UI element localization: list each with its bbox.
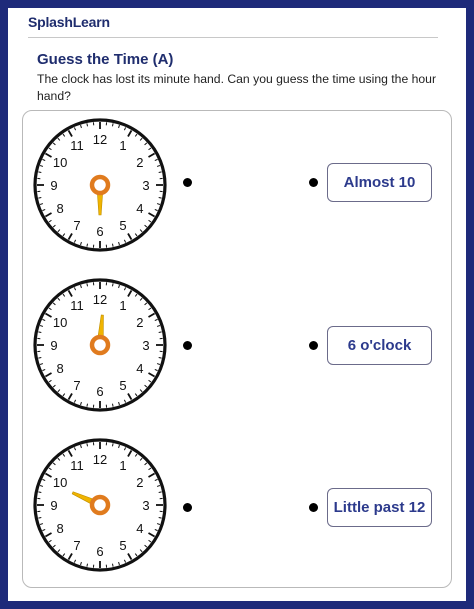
clock-tick (38, 357, 41, 358)
clock-tick (87, 283, 88, 286)
clock-number: 9 (50, 178, 58, 193)
clock-number: 2 (136, 155, 144, 170)
answer-box-2[interactable] (327, 326, 432, 365)
clock-number: 6 (96, 544, 104, 559)
clock-tick (112, 244, 113, 247)
clock-number: 11 (70, 298, 84, 314)
clock-pivot (92, 497, 108, 513)
answer-label-2: 6 o'clock (347, 337, 412, 354)
clock-number: 1 (119, 458, 127, 474)
clock-number: 12 (92, 452, 108, 467)
clock-tick (38, 197, 41, 198)
clock-number: 8 (56, 361, 64, 376)
match-dot-right-1[interactable] (309, 178, 318, 187)
clock-tick (159, 172, 162, 173)
clock-tick (159, 197, 162, 198)
clock-number: 11 (70, 458, 84, 474)
clock-tick (159, 357, 162, 358)
clock-tick (87, 564, 88, 567)
clock-number: 11 (70, 138, 84, 154)
answer-box-1[interactable] (327, 163, 432, 202)
clock-2 (32, 277, 168, 413)
clock-number: 10 (52, 315, 68, 330)
clock-number: 7 (73, 217, 81, 233)
clock-number: 10 (52, 155, 68, 170)
clock-tick (159, 492, 162, 493)
clock-number: 7 (73, 377, 81, 393)
clock-tick (112, 283, 113, 286)
clock-tick (159, 517, 162, 518)
clock-number: 5 (119, 537, 127, 553)
clock-number: 1 (119, 298, 127, 314)
clock-tick (38, 492, 41, 493)
clock-number: 1 (119, 138, 127, 154)
clock-number: 12 (92, 132, 108, 147)
clock-tick (87, 123, 88, 126)
match-dot-right-2[interactable] (309, 341, 318, 350)
answer-label-3: Little past 12 (333, 499, 426, 516)
clock-tick (38, 332, 41, 333)
clock-number: 5 (119, 217, 127, 233)
clock-number: 4 (136, 201, 144, 216)
clock-tick (87, 443, 88, 446)
clock-number: 5 (119, 377, 127, 393)
match-dot-left-1[interactable] (183, 178, 192, 187)
clock-number: 3 (142, 338, 150, 353)
clock-number: 6 (96, 384, 104, 399)
clock-number: 4 (136, 361, 144, 376)
clock-tick (112, 564, 113, 567)
clock-number: 9 (50, 338, 58, 353)
match-dot-right-3[interactable] (309, 503, 318, 512)
match-dot-left-3[interactable] (183, 503, 192, 512)
clock-number: 3 (142, 178, 150, 193)
clock-tick (38, 172, 41, 173)
clock-tick (38, 517, 41, 518)
clock-number: 8 (56, 521, 64, 536)
clock-number: 2 (136, 315, 144, 330)
clock-pivot (92, 337, 108, 353)
clock-number: 4 (136, 521, 144, 536)
clock-tick (87, 404, 88, 407)
clock-number: 2 (136, 475, 144, 490)
clock-1 (32, 117, 168, 253)
clock-tick (112, 123, 113, 126)
instructions-text: The clock has lost its minute hand. Can you guess the time using the hour hand? (37, 72, 437, 103)
clock-number: 9 (50, 498, 58, 513)
answer-label-1: Almost 10 (343, 174, 416, 191)
clock-number: 10 (52, 475, 68, 490)
clock-tick (87, 244, 88, 247)
brand-logo: SplashLearn (28, 14, 110, 30)
clock-number: 12 (92, 292, 108, 307)
clock-3 (32, 437, 168, 573)
match-dot-left-2[interactable] (183, 341, 192, 350)
header-divider (28, 37, 438, 38)
clock-number: 7 (73, 537, 81, 553)
worksheet-title: Guess the Time (A) (37, 51, 174, 68)
clock-number: 6 (96, 224, 104, 239)
clock-pivot (92, 177, 108, 193)
clock-number: 3 (142, 498, 150, 513)
clock-number: 8 (56, 201, 64, 216)
clock-tick (112, 404, 113, 407)
clock-tick (112, 443, 113, 446)
clock-tick (159, 332, 162, 333)
answer-box-3[interactable] (327, 488, 432, 527)
